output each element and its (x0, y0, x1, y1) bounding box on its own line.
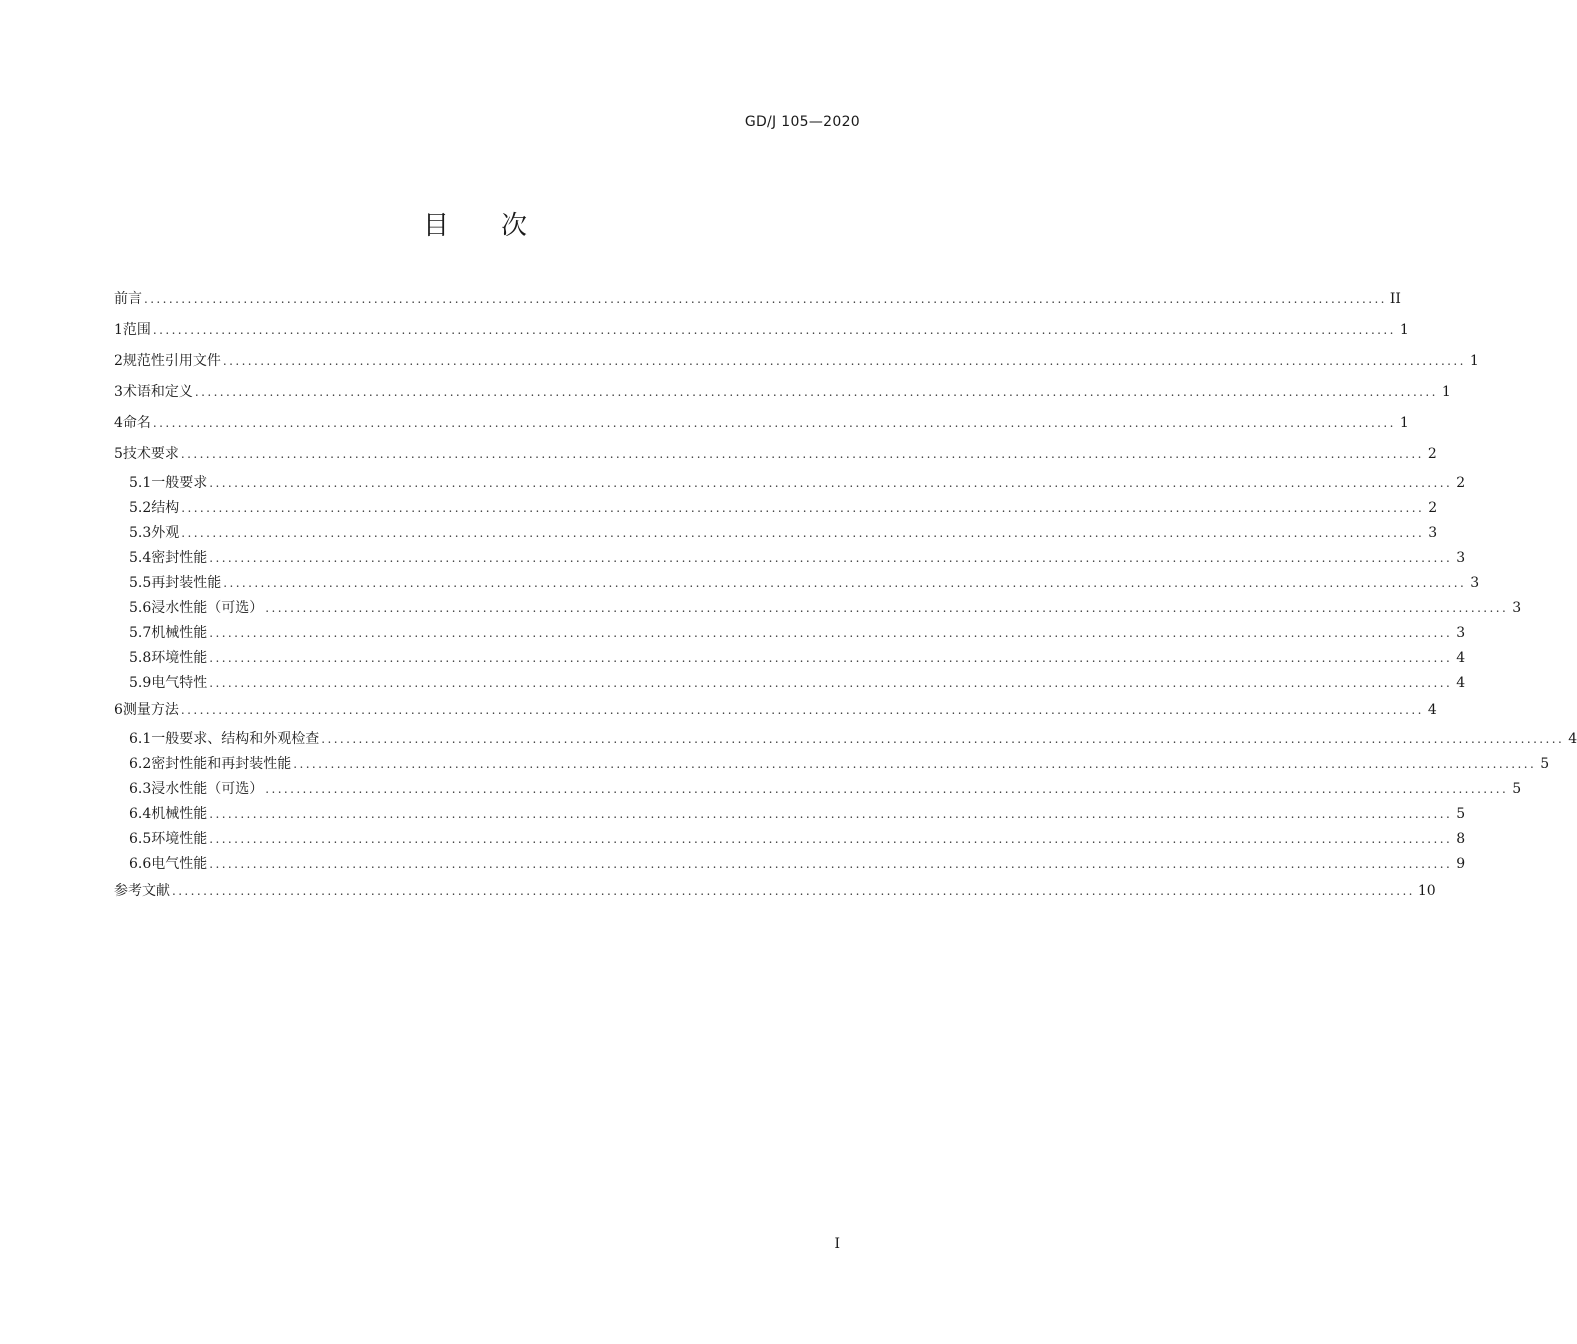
toc-leader-dots: ........................................................................................................................................................................................................ (172, 884, 1415, 898)
toc-title-char-1: 目 (422, 211, 449, 241)
toc-entry-page: 5 (1512, 781, 1522, 797)
toc-entry-number: 6.2 (129, 756, 152, 772)
toc-subentry[interactable] (114, 852, 1466, 877)
toc-entry-label: 再封装性能 (151, 575, 222, 591)
toc-leader-dots: ........................................................................................................................................................................................................ (209, 857, 1453, 871)
toc-entry-label: 电气特性 (151, 675, 208, 691)
toc-entry-label: 密封性能和再封装性能 (151, 756, 292, 772)
toc-entry-page: 1 (1399, 322, 1409, 338)
toc-entry[interactable] (114, 316, 1409, 347)
toc-entry-label: 外观 (151, 525, 180, 541)
toc-leader-dots: ........................................................................................................................................................................................................ (180, 447, 1424, 461)
toc-entry-number: 5.5 (129, 575, 152, 591)
toc-leader-dots: ........................................................................................................................................................................................................ (209, 832, 1453, 846)
toc-entry-label: 规范性引用文件 (122, 353, 221, 369)
toc-subentry[interactable] (114, 596, 1522, 621)
toc-entry-label: 参考文献 (114, 883, 170, 899)
toc-leader-dots: ........................................................................................................................................................................................................ (194, 385, 1438, 399)
toc-leader-dots: ........................................................................................................................................................................................................ (223, 576, 1467, 590)
toc-leader-dots: ........................................................................................................................................................................................................ (265, 782, 1509, 796)
toc-entry-label: 命名 (122, 415, 151, 431)
toc-entry-page: 10 (1417, 883, 1436, 899)
toc-leader-dots: ........................................................................................................................................................................................................ (152, 323, 1396, 337)
toc-entry-label: 测量方法 (122, 702, 179, 718)
toc-subentry[interactable] (114, 546, 1466, 571)
toc-entry-label: 环境性能 (151, 831, 208, 847)
toc-entry-page: 1 (1399, 415, 1409, 431)
toc-entry-label: 前言 (114, 291, 142, 307)
toc-leader-dots: ........................................................................................................................................................................................................ (321, 732, 1565, 746)
toc-entry-page: 2 (1427, 446, 1437, 462)
toc-entry-number: 5.8 (129, 650, 152, 666)
toc-entry-number: 6 (114, 702, 123, 718)
toc-entry-number: 6.6 (129, 856, 152, 872)
toc-leader-dots: ........................................................................................................................................................................................................ (222, 354, 1466, 368)
toc-entry-page: 9 (1456, 856, 1466, 872)
toc-entry-label: 浸水性能（可选） (151, 781, 264, 797)
toc-leader-dots: ........................................................................................................................................................................................................ (209, 551, 1453, 565)
document-code: GD/J 105—2020 (744, 114, 860, 130)
toc-leader-dots: ........................................................................................................................................................................................................ (265, 601, 1509, 615)
toc-entry-number: 1 (114, 322, 123, 338)
toc-subentry[interactable] (114, 827, 1466, 852)
toc-subentry[interactable] (114, 646, 1466, 671)
toc-entry-number: 5.6 (129, 600, 152, 616)
toc-leader-dots: ........................................................................................................................................................................................................ (293, 757, 1537, 771)
toc-entry[interactable] (114, 378, 1451, 409)
toc-entry-page: 4 (1427, 702, 1437, 718)
toc-entry[interactable] (114, 285, 1401, 316)
toc-entry-label: 技术要求 (122, 446, 179, 462)
toc-title (0, 205, 950, 242)
toc-leader-dots: ........................................................................................................................................................................................................ (181, 501, 1425, 515)
toc-leader-dots: ........................................................................................................................................................................................................ (209, 676, 1453, 690)
toc-entry-label: 浸水性能（可选） (151, 600, 264, 616)
table-of-contents (114, 285, 1577, 908)
toc-subentry[interactable] (114, 621, 1466, 646)
toc-subentry[interactable] (114, 727, 1577, 752)
toc-subentry[interactable] (114, 471, 1466, 496)
toc-entry-number: 5.2 (129, 500, 152, 516)
toc-entry-page: 3 (1456, 550, 1466, 566)
toc-leader-dots: ........................................................................................................................................................................................................ (144, 292, 1387, 306)
toc-entry-page: 5 (1540, 756, 1550, 772)
toc-entry-number: 6.5 (129, 831, 152, 847)
toc-entry-number: 5.7 (129, 625, 152, 641)
toc-entry-page: II (1389, 291, 1401, 307)
toc-entry-number: 2 (114, 353, 123, 369)
toc-entry-label: 术语和定义 (122, 384, 193, 400)
toc-entry-label: 机械性能 (151, 625, 208, 641)
toc-entry-number: 6.1 (129, 731, 152, 747)
toc-entry-label: 一般要求、结构和外观检查 (151, 731, 320, 747)
toc-entry-page: 3 (1428, 525, 1438, 541)
toc-entry-label: 结构 (151, 500, 180, 516)
toc-subentry[interactable] (114, 752, 1550, 777)
toc-entry[interactable] (114, 347, 1479, 378)
toc-entry[interactable] (114, 877, 1436, 908)
toc-entry[interactable] (114, 440, 1437, 471)
toc-leader-dots: ........................................................................................................................................................................................................ (180, 703, 1424, 717)
toc-leader-dots: ........................................................................................................................................................................................................ (209, 651, 1453, 665)
toc-entry-number: 5.1 (129, 475, 152, 491)
toc-entry-page: 4 (1568, 731, 1577, 747)
toc-entry[interactable] (114, 409, 1409, 440)
toc-entry-label: 环境性能 (151, 650, 208, 666)
toc-subentry[interactable] (114, 802, 1466, 827)
toc-entry-number: 5 (114, 446, 123, 462)
toc-entry-page: 1 (1469, 353, 1479, 369)
toc-entry-page: 3 (1470, 575, 1480, 591)
toc-entry-number: 6.4 (129, 806, 152, 822)
toc-leader-dots: ........................................................................................................................................................................................................ (181, 526, 1425, 540)
toc-entry-page: 3 (1456, 625, 1466, 641)
toc-entry-number: 5.4 (129, 550, 152, 566)
toc-entry-page: 2 (1428, 500, 1438, 516)
toc-subentry[interactable] (114, 496, 1438, 521)
toc-leader-dots: ........................................................................................................................................................................................................ (209, 476, 1453, 490)
toc-leader-dots: ........................................................................................................................................................................................................ (209, 807, 1453, 821)
toc-entry-page: 4 (1456, 650, 1466, 666)
toc-entry-number: 6.3 (129, 781, 152, 797)
page-number: I (834, 1236, 840, 1252)
toc-subentry[interactable] (114, 671, 1466, 696)
toc-entry-page: 8 (1456, 831, 1466, 847)
toc-entry-label: 电气性能 (151, 856, 208, 872)
toc-entry-page: 4 (1456, 675, 1466, 691)
toc-title-char-2: 次 (501, 211, 528, 241)
toc-entry-label: 一般要求 (151, 475, 208, 491)
toc-entry-number: 5.9 (129, 675, 152, 691)
toc-subentry[interactable] (114, 521, 1438, 546)
toc-entry-page: 3 (1512, 600, 1522, 616)
toc-entry-page: 2 (1456, 475, 1466, 491)
toc-entry-page: 1 (1441, 384, 1451, 400)
toc-entry-label: 机械性能 (151, 806, 208, 822)
toc-entry-number: 4 (114, 415, 123, 431)
toc-entry-number: 5.3 (129, 525, 152, 541)
toc-entry[interactable] (114, 696, 1437, 727)
toc-subentry[interactable] (114, 571, 1480, 596)
toc-leader-dots: ........................................................................................................................................................................................................ (152, 416, 1396, 430)
toc-subentry[interactable] (114, 777, 1522, 802)
toc-leader-dots: ........................................................................................................................................................................................................ (209, 626, 1453, 640)
toc-entry-label: 范围 (122, 322, 151, 338)
toc-entry-label: 密封性能 (151, 550, 208, 566)
toc-entry-page: 5 (1456, 806, 1466, 822)
toc-entry-number: 3 (114, 384, 123, 400)
